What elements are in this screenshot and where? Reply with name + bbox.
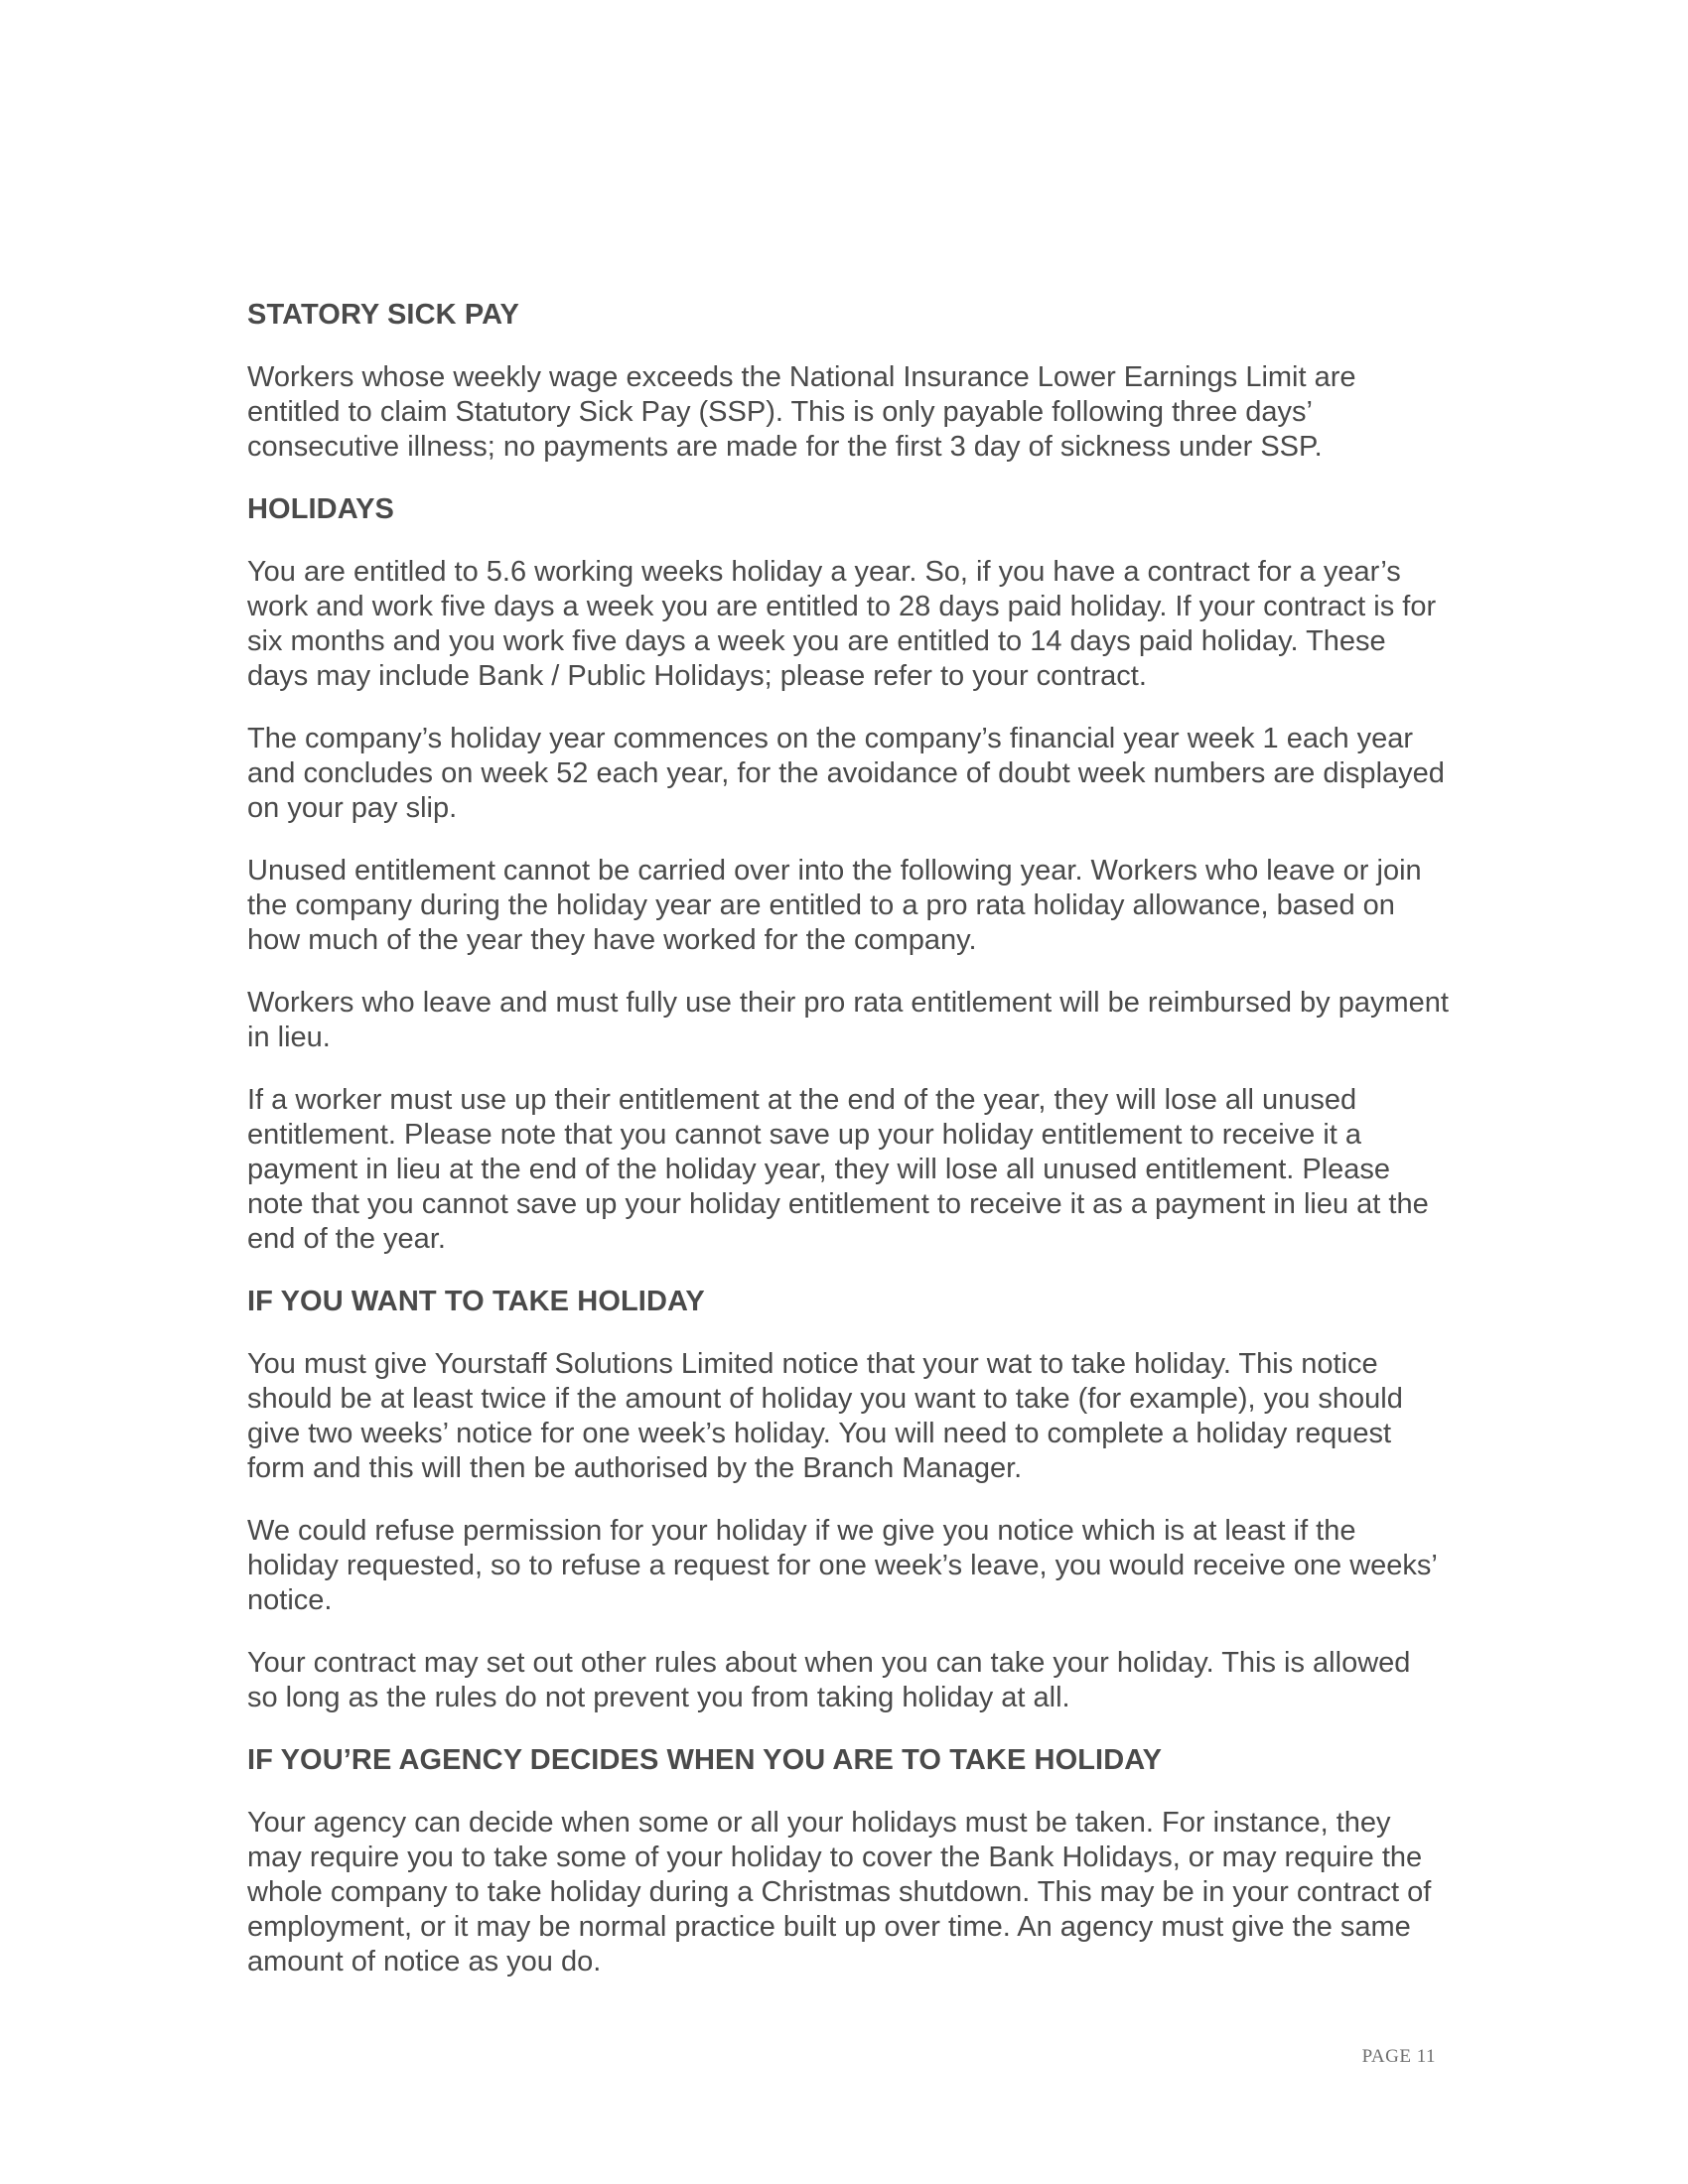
section-heading-holidays: HOLIDAYS <box>247 493 394 525</box>
paragraph: If a worker must use up their entitlement at the end of the year, they will lose all unused entitlement. Please note that you cannot save up your holiday entitlement to receive it a payment in lieu at the end of the holiday year, they will lose all unused entitlement. Please note that you cannot save up your holiday entitlement to receive it as a payment in lieu at the end of the year. <box>247 1084 1429 1255</box>
paragraph: Workers whose weekly wage exceeds the National Insurance Lower Earnings Limit are entitled to claim Statutory Sick Pay (SSP). This is only payable following three days’ consecutive illness; no payments are made for the first 3 day of sickness under SSP. <box>247 361 1356 463</box>
paragraph: We could refuse permission for your holiday if we give you notice which is at least if the holiday requested, so to refuse a request for one week’s leave, you would receive one weeks’ notice. <box>247 1515 1437 1616</box>
document-body <box>247 298 1449 2007</box>
paragraph: Your agency can decide when some or all your holidays must be taken. For instance, they may require you to take some of your holiday to cover the Bank Holidays, or may require the whole company to take holiday during a Christmas shutdown. This may be in your contract of employment, or it may be normal practice built up over time. An agency must give the same amount of notice as you do. <box>247 1807 1432 1978</box>
paragraph: Unused entitlement cannot be carried over into the following year. Workers who leave or join the company during the holiday year are entitled to a pro rata holiday allowance, based on how much of the year they have worked for the company. <box>247 855 1422 956</box>
section-heading-statutory-sick-pay: STATORY SICK PAY <box>247 299 519 331</box>
section-heading-agency-decides: IF YOU’RE AGENCY DECIDES WHEN YOU ARE TO TAKE HOLIDAY <box>247 1744 1163 1776</box>
paragraph: Your contract may set out other rules about when you can take your holiday. This is allowed so long as the rules do not prevent you from taking holiday at all. <box>247 1647 1411 1713</box>
paragraph: Workers who leave and must fully use their pro rata entitlement will be reimbursed by payment in lieu. <box>247 987 1449 1053</box>
page-number: PAGE 11 <box>1361 2046 1436 2067</box>
section-heading-take-holiday: IF YOU WANT TO TAKE HOLIDAY <box>247 1286 705 1317</box>
paragraph: You are entitled to 5.6 working weeks holiday a year. So, if you have a contract for a year’s work and work five days a week you are entitled to 28 days paid holiday. If your contract is for six months and you work five days a week you are entitled to 14 days paid holiday. These days may include Bank / Public Holidays; please refer to your contract. <box>247 556 1437 692</box>
paragraph: You must give Yourstaff Solutions Limited notice that your wat to take holiday. This notice should be at least twice if the amount of holiday you want to take (for example), you should give two weeks’ notice for one week’s holiday. You will need to complete a holiday request form and this will then be authorised by the Branch Manager. <box>247 1348 1403 1484</box>
paragraph: The company’s holiday year commences on the company’s financial year week 1 each year and concludes on week 52 each year, for the avoidance of doubt week numbers are displayed on your pay slip. <box>247 723 1445 824</box>
